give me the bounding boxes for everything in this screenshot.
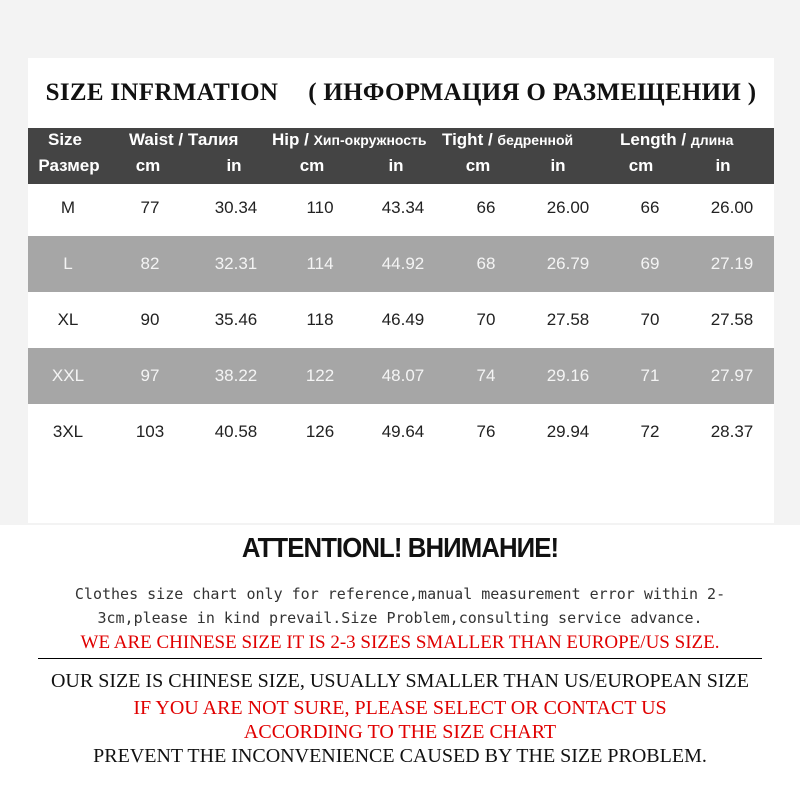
cell-tight-cm: 76 <box>476 422 496 441</box>
cell-tight-in: 26.00 <box>546 198 590 217</box>
cell-tight-in: 29.94 <box>546 422 590 441</box>
title-ru: ( ИНФОРМАЦИЯ О РАЗМЕЩЕНИИ ) <box>308 79 757 106</box>
header-tight-en: Tight / <box>442 130 493 149</box>
header-hip-en: Hip / <box>272 130 309 149</box>
cell-length-cm: 69 <box>610 236 690 292</box>
header-waist: Waist / Талия <box>129 130 239 149</box>
cell-hip-cm: 118 <box>306 310 334 329</box>
cell-size: L <box>28 236 108 292</box>
cell-waist-in: 38.22 <box>192 348 280 404</box>
notice-line-2: IF YOU ARE NOT SURE, PLEASE SELECT OR CONTACT US <box>133 697 667 719</box>
cell-length-in: 27.97 <box>690 348 774 404</box>
chart-title <box>28 58 774 128</box>
header-size: Size <box>48 130 83 149</box>
cell-waist-in: 40.58 <box>214 422 258 441</box>
cell-hip-in: 44.92 <box>360 236 446 292</box>
header-hip-cm: cm <box>299 156 325 175</box>
header-waist-in: in <box>226 156 242 175</box>
header-bg <box>28 128 774 184</box>
table-row <box>28 348 774 404</box>
cell-length-cm: 71 <box>610 348 690 404</box>
cell-size: XL <box>57 310 79 329</box>
header-tight-cm: cm <box>465 156 491 175</box>
cell-size: 3XL <box>52 422 84 441</box>
cell-waist-cm: 90 <box>140 310 160 329</box>
cell-hip-cm: 114 <box>280 236 360 292</box>
cell-waist-in: 35.46 <box>214 310 258 329</box>
cell-hip-in: 46.49 <box>381 310 425 329</box>
header-length-in: in <box>715 156 731 175</box>
attention-heading: ATTENTIONL! ВНИМАНИЕ! <box>241 532 559 563</box>
chinese-size-warning: WE ARE CHINESE SIZE IT IS 2-3 SIZES SMALLER THAN EUROPE/US SIZE. <box>80 632 720 653</box>
reference-note: Clothes size chart only for reference,manual measurement error within 2-3cm,please in kind prevail.Size Problem,consulting service advance. <box>74 585 726 627</box>
cell-length-cm: 72 <box>640 422 660 441</box>
cell-tight-cm: 66 <box>476 198 496 217</box>
header-length-ru: длина <box>690 132 734 148</box>
cell-tight-cm: 68 <box>446 236 526 292</box>
cell-hip-in: 49.64 <box>381 422 425 441</box>
header-length-cm: cm <box>628 156 654 175</box>
size-table <box>28 180 774 460</box>
header-size-ru: Размер <box>38 156 100 175</box>
header-tight-ru: бедренной <box>497 132 574 148</box>
header-hip-in: in <box>388 156 404 175</box>
notice-line-4: PREVENT THE INCONVENIENCE CAUSED BY THE SIZE PROBLEM. <box>93 745 707 767</box>
cell-tight-cm: 70 <box>476 310 496 329</box>
cell-hip-cm: 126 <box>305 422 335 441</box>
cell-waist-cm: 103 <box>135 422 165 441</box>
cell-waist-cm: 77 <box>140 198 160 217</box>
table-row <box>28 292 774 348</box>
cell-tight-in: 29.16 <box>526 348 610 404</box>
cell-length-in: 27.58 <box>710 310 754 329</box>
notice-line-1: OUR SIZE IS CHINESE SIZE, USUALLY SMALLER THAN US/EUROPEAN SIZE <box>50 670 749 692</box>
divider <box>38 658 762 659</box>
header-hip <box>272 130 427 150</box>
cell-length-cm: 66 <box>640 198 660 217</box>
cell-hip-cm: 110 <box>306 198 334 217</box>
table-row <box>28 180 774 236</box>
cell-hip-cm: 122 <box>280 348 360 404</box>
cell-waist-in: 32.31 <box>192 236 280 292</box>
cell-tight-in: 26.79 <box>526 236 610 292</box>
cell-waist-cm: 82 <box>108 236 192 292</box>
header-tight-in: in <box>550 156 566 175</box>
cell-waist-in: 30.34 <box>214 198 258 217</box>
cell-size: XXL <box>28 348 108 404</box>
cell-length-in: 28.37 <box>710 422 754 441</box>
title-en: SIZE INFRMATION <box>45 79 279 106</box>
header-length-en: Length / <box>620 130 687 149</box>
table-row <box>28 236 774 292</box>
cell-tight-in: 27.58 <box>546 310 590 329</box>
cell-size: M <box>60 198 76 217</box>
cell-length-cm: 70 <box>640 310 660 329</box>
table-row <box>28 404 774 460</box>
header-waist-cm: cm <box>135 156 161 175</box>
cell-waist-cm: 97 <box>108 348 192 404</box>
header-hip-ru: Хип-окружность <box>313 132 427 148</box>
cell-tight-cm: 74 <box>446 348 526 404</box>
cell-length-in: 26.00 <box>710 198 754 217</box>
size-chart <box>28 58 774 523</box>
header-length <box>620 130 733 150</box>
cell-length-in: 27.19 <box>690 236 774 292</box>
header-tight <box>442 130 573 150</box>
notice-line-3: ACCORDING TO THE SIZE CHART <box>243 721 557 743</box>
cell-hip-in: 48.07 <box>360 348 446 404</box>
cell-hip-in: 43.34 <box>381 198 425 217</box>
